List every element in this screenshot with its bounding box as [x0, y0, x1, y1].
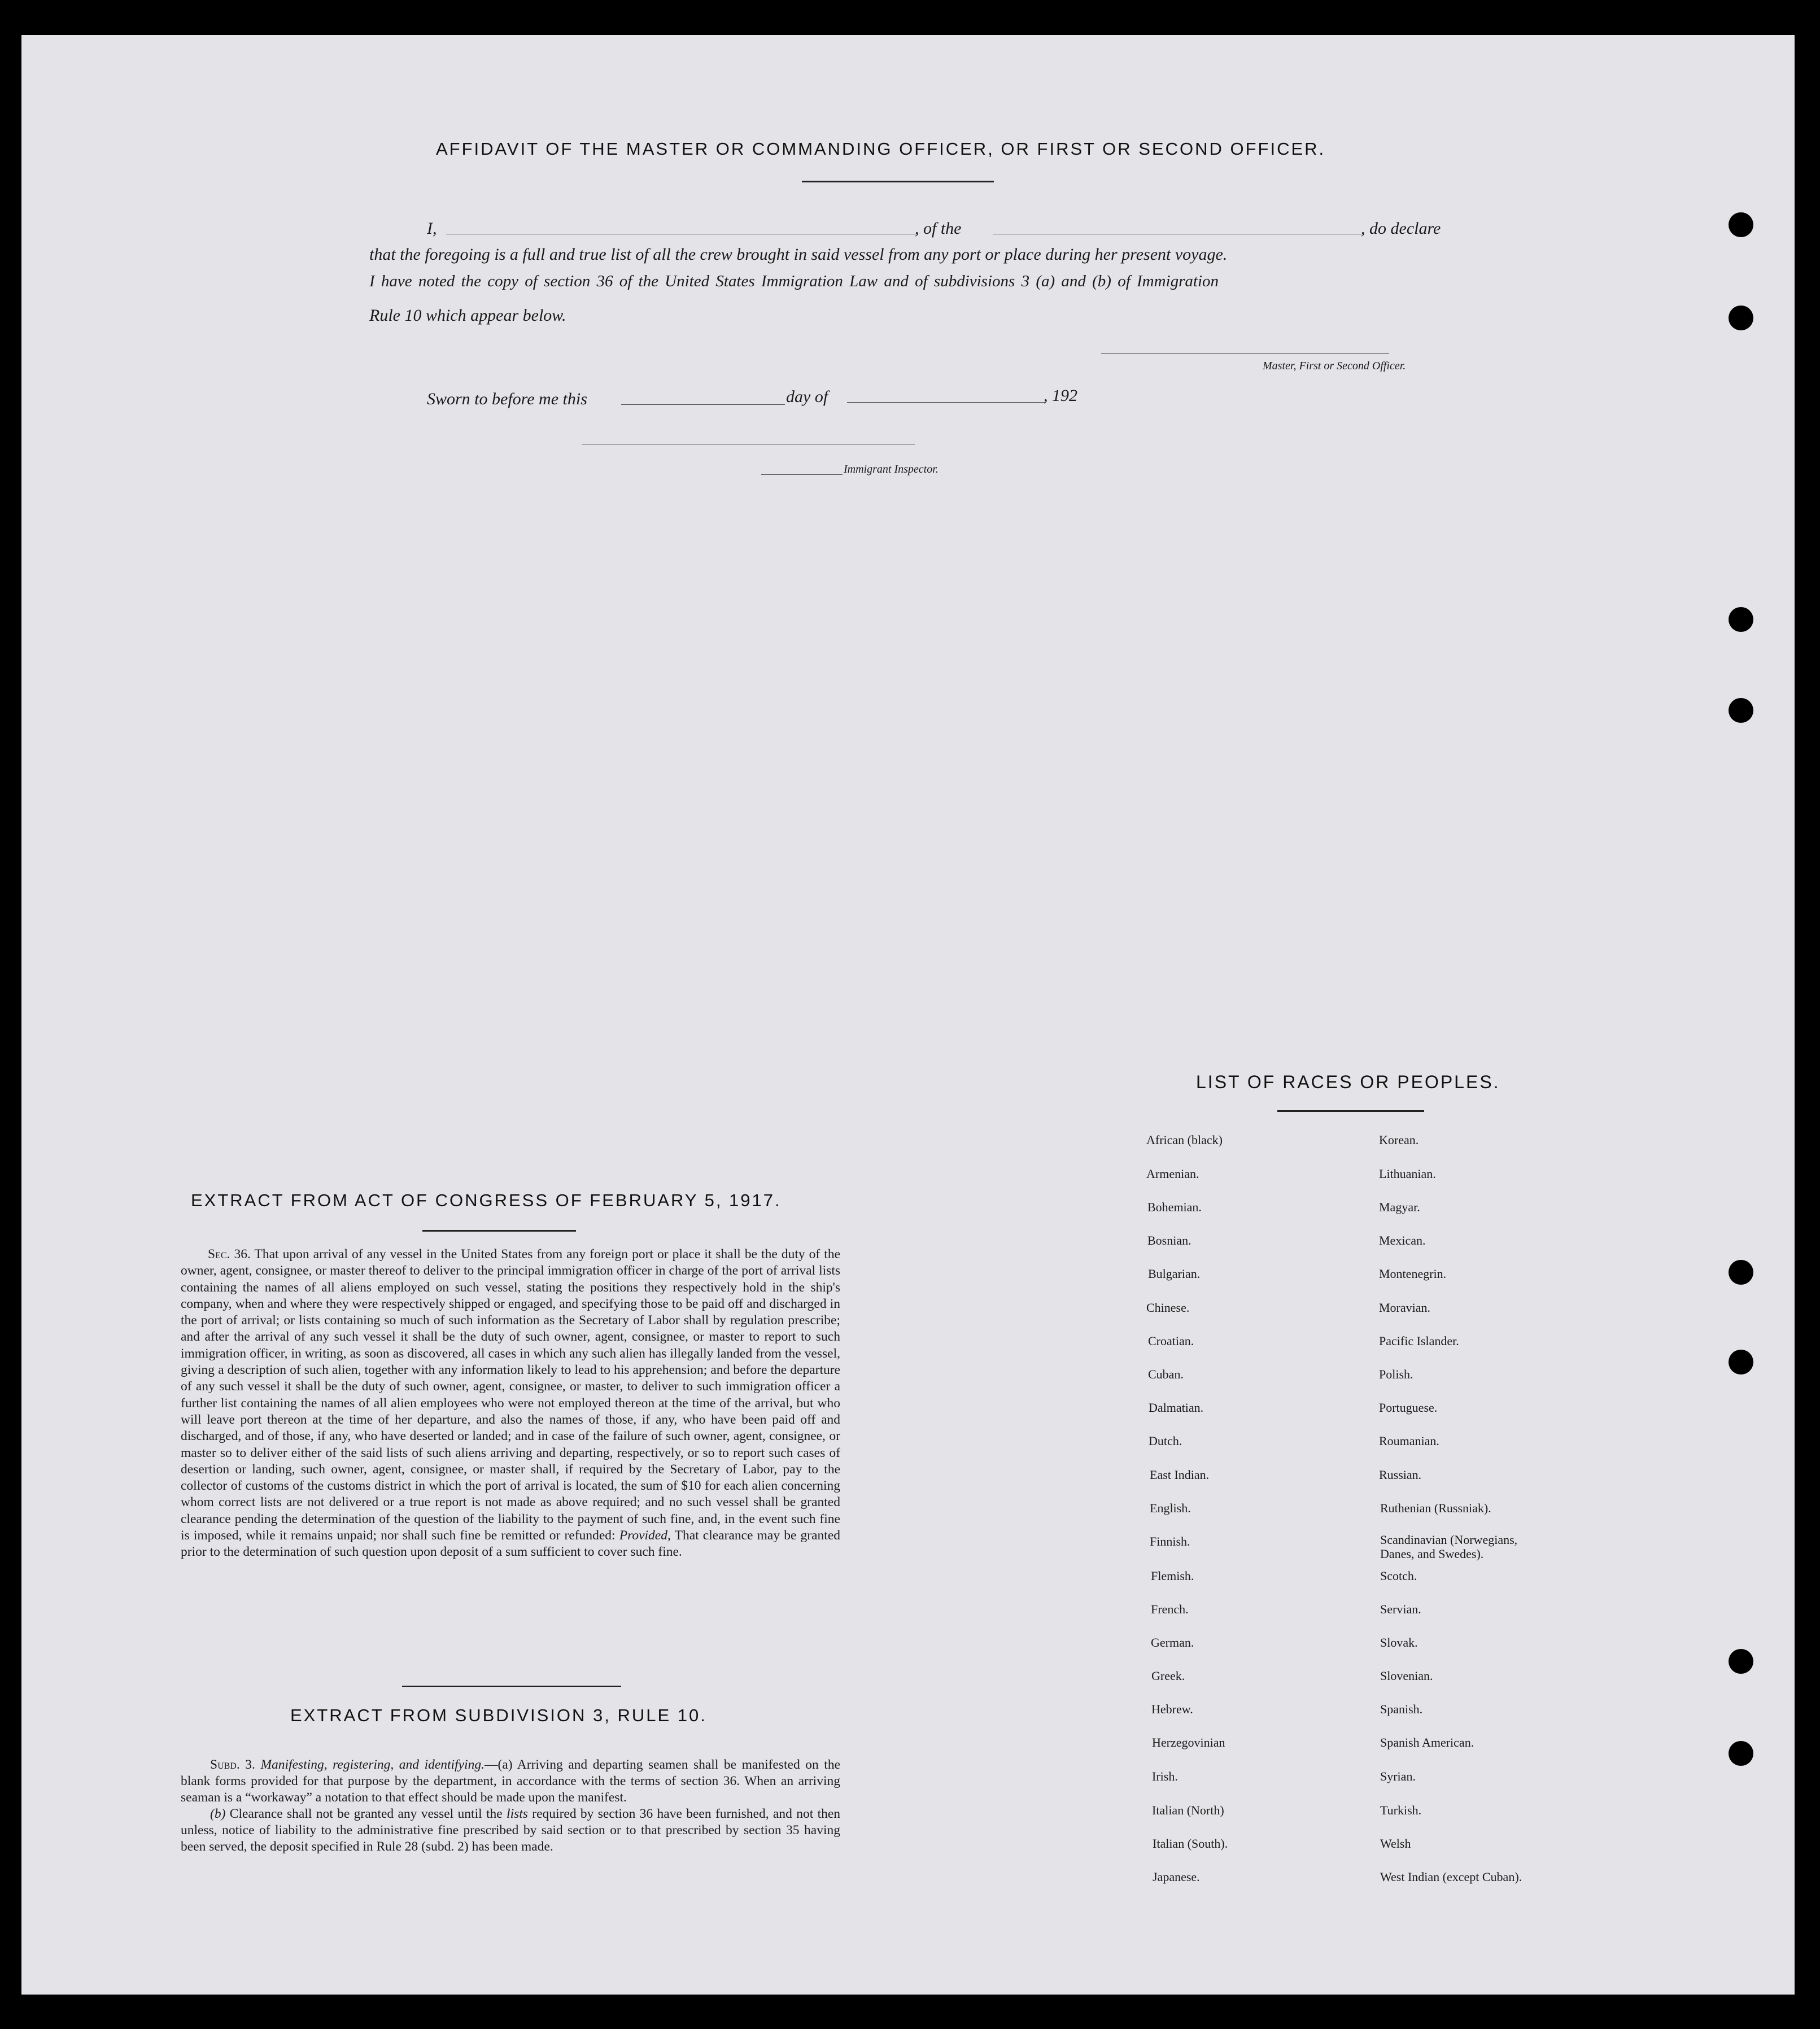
race-item: Dalmatian. — [1149, 1400, 1204, 1415]
race-item: Irish. — [1152, 1769, 1178, 1783]
subdivision-b-text-1: Clearance shall not be granted any vessel until the — [229, 1807, 503, 1821]
month-blank-line[interactable] — [847, 402, 1045, 403]
extract-rule-paragraph — [181, 1757, 840, 1855]
race-item: Bulgarian. — [1148, 1267, 1201, 1281]
race-item: Welsh — [1380, 1836, 1411, 1851]
race-item: Russian. — [1379, 1468, 1422, 1482]
race-item: Lithuanian. — [1379, 1167, 1436, 1181]
binder-hole — [1729, 1350, 1753, 1375]
race-item: Dutch. — [1149, 1434, 1182, 1448]
section-text-end: That clearance may be granted prior to the determination of such question upon deposit of a sum sufficient to cover such fine. — [181, 1528, 841, 1560]
race-item: West Indian (except Cuban). — [1380, 1870, 1522, 1884]
race-item: French. — [1151, 1602, 1189, 1616]
race-item: Moravian. — [1379, 1301, 1431, 1315]
race-item: African (black) — [1146, 1133, 1223, 1147]
title-rule — [802, 181, 994, 182]
subdivision-b-text-2: required by section 36 have been furnished, and not then unless, notice of liability to the administrative fine prescribed by said section or to that prescribed by section 35 having been served, the deposit specified in Rule 28 (subd. 2) has been made. — [181, 1807, 841, 1854]
race-item: Hebrew. — [1151, 1702, 1193, 1716]
race-item: Italian (South). — [1153, 1836, 1228, 1851]
race-item: East Indian. — [1150, 1468, 1210, 1482]
master-signature-line[interactable] — [1101, 353, 1389, 354]
race-item: Slovenian. — [1380, 1669, 1433, 1683]
race-item: Mexican. — [1379, 1233, 1426, 1247]
race-item: Herzegovinian — [1152, 1735, 1225, 1749]
year-text: , 192 — [1044, 386, 1077, 405]
race-item: Spanish. — [1380, 1702, 1423, 1716]
race-item: Chinese. — [1146, 1301, 1190, 1315]
race-item: Slovak. — [1380, 1635, 1418, 1650]
race-item: Armenian. — [1146, 1167, 1199, 1181]
race-item: Cuban. — [1148, 1367, 1184, 1381]
affidavit-of-the: , of the — [915, 219, 962, 238]
races-title: LIST OF RACES OR PEOPLES. — [1196, 1072, 1500, 1092]
race-item: Roumanian. — [1379, 1434, 1439, 1448]
race-item: Flemish. — [1151, 1569, 1194, 1583]
race-item: Syrian. — [1380, 1769, 1416, 1783]
subdivision-a-text: —(a) Arriving and departing seamen shall be manifested on the blank forms provided for that purpose by the department, in accordance with the terms of section 36. When an arriving seaman is a “workaway” a notation to that effect should be made upon the manifest. — [181, 1757, 840, 1805]
race-item: Servian. — [1380, 1602, 1421, 1616]
race-item: Bohemian. — [1147, 1200, 1202, 1214]
race-item: Ruthenian (Russniak). — [1380, 1501, 1491, 1515]
race-item: Portuguese. — [1379, 1400, 1438, 1415]
extract-divider — [402, 1686, 621, 1687]
race-item: Italian (North) — [1152, 1803, 1224, 1817]
inspector-label: Immigrant Inspector. — [844, 463, 939, 475]
race-item: German. — [1151, 1635, 1194, 1650]
provided-word: Provided, — [619, 1528, 671, 1543]
inspector-short-line — [761, 474, 843, 475]
race-item: Pacific Islander. — [1379, 1334, 1459, 1348]
extract-act-title: EXTRACT FROM ACT OF CONGRESS OF FEBRUARY 5, 1917. — [191, 1190, 782, 1210]
day-blank-line[interactable] — [621, 404, 785, 405]
section-text: That upon arrival of any vessel in the United States from any foreign port or place it shall be the duty of the owner, agent, consignee, or master thereof to deliver to the principal immigration officer in charge of the port of arrival lists containing the names of all aliens employed on such vessel, stating the positions they respectively hold in the ship's company, when and where they were respectively shipped or engaged, and specifying those to be paid off and discharged in the port of arrival; or lists containing so much of such information as the Secretary of Labor shall by regulation prescribe; and after the arrival of any such vessel it shall be the duty of such owner, agent, consignee, or master to report to such immigration officer, in writing, as soon as discovered, all cases in which any such alien has illegally landed from the vessel, giving a description of such alien, together with any information likely to lead to his apprehension; and before the departure of any such vessel it shall be the duty of such owner, agent, consignee, or master, to deliver to such immigration officer a further list containing the names of all alien employees who were not employed thereon at the time of the arrival, but who will leave port thereon at the time of her departure, and also the names of those, if any, who have been paid off and discharged, and of those, if any, who have deserted or landed; and in case of the failure of such owner, agent, consignee, or master so to deliver either of the said lists of such aliens arriving and departing, respectively, or so to report such cases of desertion or landing, such owner, agent, consignee, or master shall, if required by the Secretary of Labor, pay to the collector of customs of the customs district in which the port of arrival is located, the sum of $10 for each alien concerning whom correct lists are not delivered or a true report is not made as above required; and no such vessel shall be granted clearance pending the determination of the question of the liability to the payment of such fine, and, in the event such fine is imposed, while it remains unpaid; nor shall such fine be remitted or refunded: — [181, 1247, 841, 1543]
affidavit-i: I, — [427, 219, 437, 238]
sworn-text: Sworn to before me this — [427, 390, 587, 408]
binder-hole — [1729, 698, 1753, 723]
race-item: Bosnian. — [1147, 1233, 1191, 1247]
master-signature-label: Master, First or Second Officer. — [1263, 360, 1406, 372]
affidavit-title: AFFIDAVIT OF THE MASTER OR COMMANDING OFFICER, OR FIRST OR SECOND OFFICER. — [436, 139, 1326, 159]
subdivision-label: Subd. 3. — [210, 1757, 255, 1772]
lists-word: lists — [507, 1807, 528, 1821]
affidavit-line4: Rule 10 which appear below. — [369, 306, 566, 325]
binder-hole — [1729, 1260, 1753, 1285]
race-item: Scotch. — [1380, 1569, 1417, 1583]
affidavit-declare: , do declare — [1361, 219, 1441, 238]
day-of-text: day of — [786, 387, 828, 406]
race-item: Croatian. — [1148, 1334, 1194, 1348]
extract-rule-title: EXTRACT FROM SUBDIVISION 3, RULE 10. — [290, 1705, 707, 1725]
affidavit-line3: I have noted the copy of section 36 of the United States Immigration Law and of subdivisions 3 (a) and (b) of Immigration — [369, 272, 1219, 290]
races-rule — [1277, 1110, 1424, 1112]
subdivision-heading: Manifesting, registering, and identifying. — [260, 1757, 485, 1772]
extract-act-rule — [422, 1230, 576, 1232]
race-item: Greek. — [1151, 1669, 1185, 1683]
binder-hole — [1729, 1741, 1753, 1766]
document-page — [21, 35, 1795, 1995]
binder-hole — [1729, 212, 1753, 237]
section-label: Sec. 36. — [208, 1247, 251, 1262]
race-item: English. — [1150, 1501, 1191, 1515]
binder-hole — [1729, 1649, 1753, 1674]
subdivision-b-label: (b) — [210, 1807, 226, 1821]
race-item: Montenegrin. — [1379, 1267, 1447, 1281]
race-item: Japanese. — [1153, 1870, 1200, 1884]
extract-act-paragraph — [181, 1246, 840, 1561]
race-item: Scandinavian (Norwegians, Danes, and Swedes). — [1380, 1533, 1518, 1561]
race-item: Magyar. — [1379, 1200, 1420, 1214]
binder-hole — [1729, 607, 1753, 632]
race-item: Turkish. — [1380, 1803, 1422, 1817]
race-item: Korean. — [1379, 1133, 1419, 1147]
affidavit-line2: that the foregoing is a full and true list of all the crew brought in said vessel from any port or place during her present voyage. — [369, 245, 1228, 264]
race-item: Finnish. — [1150, 1534, 1190, 1548]
race-item: Polish. — [1379, 1367, 1413, 1381]
binder-hole — [1729, 306, 1753, 330]
race-item: Spanish American. — [1380, 1735, 1474, 1749]
